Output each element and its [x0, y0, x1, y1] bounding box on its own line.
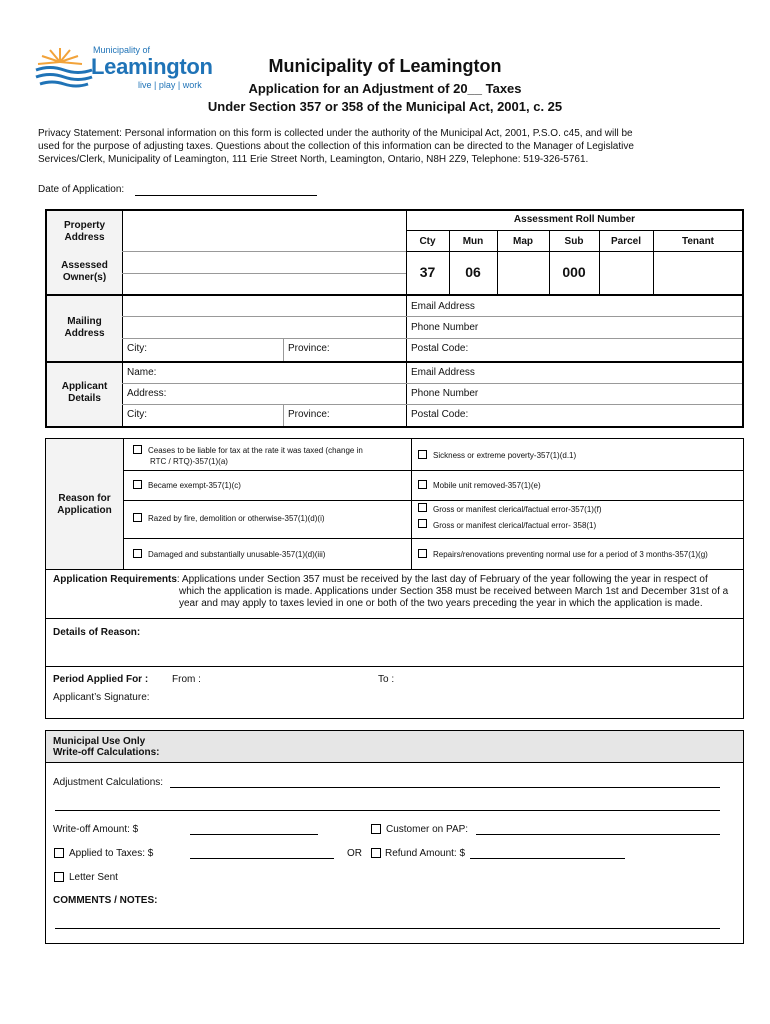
reason-opt6: Gross or manifest clerical/factual error-357(1)(f) [433, 505, 602, 514]
date-field[interactable] [135, 195, 317, 196]
mailing-city-label[interactable]: City: [127, 343, 147, 354]
roll-value-map[interactable] [497, 252, 549, 294]
property-address-input[interactable] [123, 212, 406, 251]
customer-pap-checkbox[interactable] [371, 824, 381, 834]
applicant-province-label[interactable]: Province: [288, 409, 330, 420]
page-subtitle-2: Under Section 357 or 358 of the Municipal Act, 2001, c. 25 [207, 99, 563, 114]
reason-opt8: Damaged and substantially unusable-357(1)(d)(iii) [148, 550, 326, 559]
refund-field[interactable] [470, 858, 625, 859]
label-assessed-owner: Assessed Owner(s) [61, 260, 108, 283]
logo-tagline: live | play | work [138, 80, 202, 90]
applicant-phone-label[interactable]: Phone Number [411, 388, 479, 399]
privacy-line-2: used for the purpose of adjusting taxes. Questions about the collection of this information can be directed to the Manager of Legislative [38, 141, 634, 152]
reason-checkbox-8[interactable] [133, 549, 142, 558]
privacy-line-3: Services/Clerk, Municipality of Leamington, 111 Erie Street North, Leamington, Ontario, N8H 2Z9, Telephone: 519-326-5761. [38, 154, 589, 165]
roll-col-map: Map [513, 236, 533, 247]
roll-col-parcel: Parcel [610, 236, 642, 247]
requirements-label: Application Requirements [53, 574, 177, 585]
municipal-subtitle: Write-off Calculations: [53, 747, 160, 758]
adjustment-label: Adjustment Calculations: [53, 777, 164, 788]
requirements-line-2: which the application is made. Applications under Section 358 must be received between March 1st and December 31st of a [179, 586, 729, 597]
roll-value-cty[interactable]: 37 [419, 264, 436, 280]
reason-checkbox-3[interactable] [133, 480, 142, 489]
period-label: Period Applied For : [53, 674, 149, 685]
reason-label: Reason for Application [57, 493, 112, 516]
letter-sent-label: Letter Sent [69, 872, 118, 883]
mailing-phone-label[interactable]: Phone Number [411, 322, 479, 333]
roll-value-parcel[interactable] [599, 252, 653, 294]
mailing-email-label[interactable]: Email Address [411, 301, 475, 312]
requirements-text-1: : Applications under Section 357 must be received by the last day of February of the year following the year in respect of [176, 574, 708, 585]
roll-value-mun[interactable]: 06 [465, 264, 481, 280]
applied-field[interactable] [190, 858, 334, 859]
date-label: Date of Application: [38, 184, 125, 195]
roll-value-sub[interactable]: 000 [562, 264, 586, 280]
refund-label: Refund Amount: $ [385, 848, 466, 859]
reason-checkbox-9[interactable] [418, 549, 427, 558]
reason-opt9: Repairs/renovations preventing normal use for a period of 3 months-357(1)(g) [433, 550, 708, 559]
comments-line[interactable] [55, 928, 720, 929]
refund-checkbox[interactable] [371, 848, 381, 858]
reason-opt2: Sickness or extreme poverty-357(1)(d.1) [433, 451, 577, 460]
roll-col-cty: Cty [419, 236, 436, 247]
reason-checkbox-1[interactable] [133, 445, 142, 454]
reason-opt1-line1: Ceases to be liable for tax at the rate it was taxed (change in [148, 446, 363, 455]
customer-pap-label: Customer on PAP: [386, 824, 469, 835]
page-title: Municipality of Leamington [268, 56, 502, 76]
applicant-address-label[interactable]: Address: [127, 388, 167, 399]
mailing-address-input[interactable] [123, 296, 406, 338]
roll-col-sub: Sub [564, 236, 584, 247]
writeoff-label: Write-off Amount: $ [53, 824, 139, 835]
comments-label: COMMENTS / NOTES: [53, 895, 158, 906]
details-input[interactable] [160, 620, 740, 664]
assessed-owner-input[interactable] [123, 252, 406, 294]
mailing-province-label[interactable]: Province: [288, 343, 330, 354]
details-label: Details of Reason: [53, 627, 141, 638]
municipal-title: Municipal Use Only [53, 736, 146, 747]
reason-checkbox-4[interactable] [418, 480, 427, 489]
requirements-line-1 [53, 574, 708, 586]
sun-wave-icon [34, 44, 94, 90]
roll-title: Assessment Roll Number [513, 214, 636, 225]
period-from-label[interactable]: From : [172, 674, 201, 685]
reason-checkbox-7[interactable] [418, 519, 427, 528]
reason-opt4: Mobile unit removed-357(1)(e) [433, 481, 541, 490]
letter-sent-checkbox[interactable] [54, 872, 64, 882]
or-label: OR [347, 848, 362, 859]
label-mailing-address: Mailing Address [64, 316, 105, 339]
logo-name: Leamington [91, 54, 213, 79]
reason-opt3: Became exempt-357(1)(c) [148, 481, 241, 490]
reason-checkbox-2[interactable] [418, 450, 427, 459]
writeoff-field[interactable] [190, 834, 318, 835]
reason-opt5: Razed by fire, demolition or otherwise-357(1)(d)(i) [148, 514, 325, 523]
applicant-email-label[interactable]: Email Address [411, 367, 475, 378]
adjustment-line-1[interactable] [170, 787, 720, 788]
reason-opt7: Gross or manifest clerical/factual error- 358(1) [433, 521, 597, 530]
privacy-line-1: Privacy Statement: Personal information on this form is collected under the authority of the Municipal Act, 2001, P.S.O. c45, and will be [38, 128, 633, 139]
requirements-line-3: year and may apply to taxes levied in one or both of the two years preceding the year in which the application is made. [179, 598, 703, 609]
applicant-name-label[interactable]: Name: [127, 367, 157, 378]
page-subtitle-1: Application for an Adjustment of 20__ Taxes [248, 81, 522, 96]
roll-col-mun: Mun [462, 236, 484, 247]
roll-col-tenant: Tenant [681, 236, 715, 247]
applicant-postal-label[interactable]: Postal Code: [411, 409, 469, 420]
roll-value-tenant[interactable] [653, 252, 743, 294]
logo-small-text: Municipality of [93, 45, 151, 55]
applied-checkbox[interactable] [54, 848, 64, 858]
label-applicant-details: Applicant Details [61, 381, 108, 404]
mailing-postal-label[interactable]: Postal Code: [411, 343, 469, 354]
applied-label: Applied to Taxes: $ [69, 848, 154, 859]
period-to-label[interactable]: To : [378, 674, 395, 685]
label-property-address: Property Address [63, 220, 106, 243]
applicant-city-label[interactable]: City: [127, 409, 147, 420]
reason-checkbox-5[interactable] [133, 513, 142, 522]
signature-label[interactable]: Applicant’s Signature: [53, 692, 150, 703]
customer-pap-field[interactable] [476, 834, 720, 835]
reason-opt1-line2: RTC / RTQ)-357(1)(a) [150, 457, 228, 466]
adjustment-line-2[interactable] [55, 810, 720, 811]
reason-checkbox-6[interactable] [418, 503, 427, 512]
